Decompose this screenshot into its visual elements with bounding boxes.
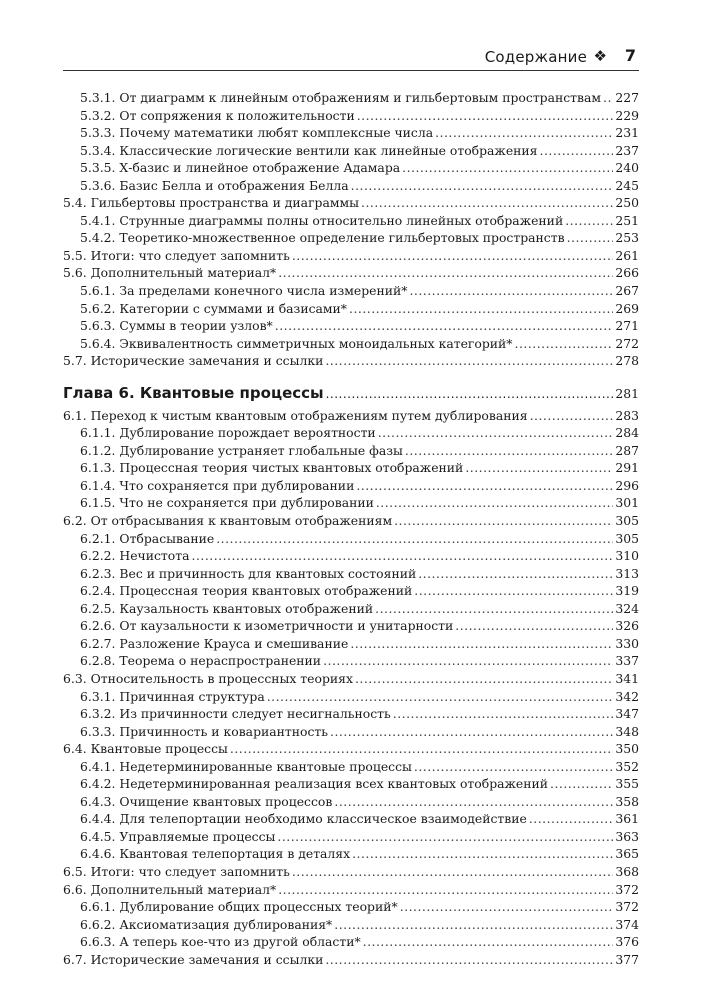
running-header xyxy=(63,44,639,71)
toc-entry-page: 377 xyxy=(615,951,639,967)
dot-leader xyxy=(352,846,613,861)
toc-entry[interactable] xyxy=(63,846,639,864)
dot-leader xyxy=(278,882,613,897)
toc-entry[interactable] xyxy=(63,934,639,952)
toc-entry-page: 245 xyxy=(615,177,639,193)
toc-entry-page: 310 xyxy=(615,548,639,564)
toc-entry[interactable] xyxy=(63,689,639,707)
dot-leader xyxy=(323,653,613,668)
toc-entry-page: 305 xyxy=(615,513,639,529)
toc-entry-title: 5.6.2. Категории с суммами и базисами* xyxy=(80,300,347,316)
toc-entry[interactable] xyxy=(63,741,639,759)
dot-leader xyxy=(376,495,613,510)
toc-entry-title: 6.5. Итоги: что следует запомнить xyxy=(63,863,290,879)
toc-entry-page: 326 xyxy=(615,618,639,634)
dot-leader xyxy=(267,689,614,704)
toc-entry-title: 6.2.1. Отбрасывание xyxy=(80,530,215,546)
toc-entry[interactable] xyxy=(63,583,639,601)
toc-entry[interactable] xyxy=(63,408,639,426)
toc-entry-title: 6.3.1. Причинная структура xyxy=(80,688,265,704)
toc-entry-title: 6.2.4. Процессная теория квантовых отображений xyxy=(80,583,413,599)
toc-entry[interactable] xyxy=(63,108,639,126)
toc-entry-title: 6.2.3. Вес и причинность для квантовых состояний xyxy=(80,565,417,581)
dot-leader xyxy=(356,478,613,493)
toc-entry-page: 271 xyxy=(615,318,639,334)
dot-leader xyxy=(325,353,613,368)
toc-entry[interactable] xyxy=(63,653,639,671)
dot-leader xyxy=(515,336,614,351)
dot-leader xyxy=(361,195,613,210)
dot-leader xyxy=(292,248,614,263)
toc-entry[interactable] xyxy=(63,265,639,283)
dot-leader xyxy=(378,425,614,440)
dot-leader xyxy=(326,387,614,401)
dot-leader xyxy=(334,794,613,809)
toc-entry[interactable] xyxy=(63,248,639,266)
toc-entry[interactable] xyxy=(63,548,639,566)
toc-entry[interactable] xyxy=(63,90,639,108)
toc-entry-title: 6.6.3. А теперь кое-что из другой области* xyxy=(80,934,361,950)
toc-entry[interactable] xyxy=(63,283,639,301)
dot-leader xyxy=(465,460,613,475)
dot-leader xyxy=(192,548,614,563)
dot-leader xyxy=(414,583,613,598)
dot-leader xyxy=(278,265,613,280)
toc-entry[interactable] xyxy=(63,513,639,531)
toc-entry-page: 291 xyxy=(615,460,639,476)
toc-entry[interactable] xyxy=(63,566,639,584)
dot-leader xyxy=(402,160,613,175)
toc-entry-page: 253 xyxy=(615,230,639,246)
toc-entry-title: 5.5. Итоги: что следует запомнить xyxy=(63,247,290,263)
ornament-icon: ❖ xyxy=(593,47,607,65)
toc-entry-title: 6.1.1. Дублирование порождает вероятности xyxy=(80,425,376,441)
toc-entry[interactable] xyxy=(63,811,639,829)
toc-entry[interactable] xyxy=(63,671,639,689)
toc-entry-title: 5.6.4. Эквивалентность симметричных моноидальных категорий* xyxy=(80,335,513,351)
toc-entry[interactable] xyxy=(63,125,639,143)
toc-entry-page: 342 xyxy=(615,688,639,704)
toc-entry[interactable] xyxy=(63,195,639,213)
toc-entry-page: 278 xyxy=(615,353,639,369)
toc-entry-title: 6.6. Дополнительный материал* xyxy=(63,881,277,897)
dot-leader xyxy=(277,829,613,844)
toc-entry[interactable] xyxy=(63,425,639,443)
toc-entry-title: 6.2.8. Теорема о нераспространении xyxy=(80,653,322,669)
toc-entry-title: 5.6.1. За пределами конечного числа измерений* xyxy=(80,283,408,299)
dot-leader xyxy=(455,618,613,633)
toc-entry-title: 5.3.1. От диаграмм к линейным отображениям и гильбертовым пространствам xyxy=(80,90,602,105)
dot-leader xyxy=(540,143,614,158)
toc-entry-page: 350 xyxy=(615,741,639,757)
toc-entry[interactable] xyxy=(63,160,639,178)
dot-leader xyxy=(550,776,613,791)
toc-entry-title: 6.2.2. Нечистота xyxy=(80,548,190,564)
toc-entry-page: 352 xyxy=(615,758,639,774)
dot-leader xyxy=(275,318,614,333)
toc-entry[interactable] xyxy=(63,618,639,636)
toc-entry-title: 6.2. От отбрасывания к квантовым отображениям xyxy=(63,513,393,529)
toc-entry-page: 287 xyxy=(615,442,639,458)
toc-entry[interactable] xyxy=(63,230,639,248)
toc-entry-title: 5.3.4. Классические логические вентили как линейные отображения xyxy=(80,142,538,158)
dot-leader xyxy=(530,408,614,423)
toc-entry-title: 5.4.2. Теоретико-множественное определение гильбертовых пространств xyxy=(80,230,565,246)
toc-entry[interactable] xyxy=(63,336,639,354)
toc-entry-title: 6.6.1. Дублирование общих процессных теорий* xyxy=(80,899,398,915)
dot-leader xyxy=(216,531,613,546)
dot-leader xyxy=(325,952,613,967)
toc-entry-title: 6.1. Переход к чистым квантовым отображениям путем дублирования xyxy=(63,407,528,423)
toc-entry-title: 5.4. Гильбертовы пространства и диаграммы xyxy=(63,195,360,211)
toc-entry-title: 6.4.1. Недетерминированные квантовые процессы xyxy=(80,758,412,774)
dot-leader xyxy=(292,864,614,879)
toc-entry-page: 227 xyxy=(615,90,639,105)
toc-entry[interactable] xyxy=(63,531,639,549)
toc-entry-page: 374 xyxy=(615,916,639,932)
toc-entry[interactable] xyxy=(63,724,639,742)
toc-entry[interactable] xyxy=(63,899,639,917)
toc-entry-title: 6.2.5. Каузальность квантовых отображений xyxy=(80,600,374,616)
dot-leader xyxy=(230,741,613,756)
dot-leader xyxy=(350,636,613,651)
running-header-title: Содержание xyxy=(484,48,587,66)
toc-section-list-before xyxy=(63,90,639,371)
toc-entry-page: 347 xyxy=(615,706,639,722)
toc-entry[interactable] xyxy=(63,443,639,461)
toc-entry-title: 5.3.6. Базис Белла и отображения Белла xyxy=(80,177,349,193)
toc-entry-page: 337 xyxy=(615,653,639,669)
dot-leader xyxy=(418,566,613,581)
dot-leader xyxy=(567,230,614,245)
toc-entry-page: 266 xyxy=(615,265,639,281)
toc-entry-title: 6.3.2. Из причинности следует несигнальность xyxy=(80,706,391,722)
toc-entry-title: 6.1.3. Процессная теория чистых квантовых отображений xyxy=(80,460,464,476)
dot-leader xyxy=(394,513,613,528)
toc-entry-title: 6.3. Относительность в процессных теориях xyxy=(63,670,353,686)
dot-leader xyxy=(409,283,613,298)
dot-leader xyxy=(334,917,613,932)
toc-entry-title: 6.7. Исторические замечания и ссылки xyxy=(63,951,324,967)
toc-entry[interactable] xyxy=(63,759,639,777)
toc-entry-page: 348 xyxy=(615,723,639,739)
toc-entry-title: 5.3.2. От сопряжения к положительности xyxy=(80,107,355,123)
dot-leader xyxy=(355,671,613,686)
toc-entry-page: 363 xyxy=(615,828,639,844)
toc-entry-title: 6.4.6. Квантовая телепортация в деталях xyxy=(80,846,351,862)
dot-leader xyxy=(400,899,614,914)
toc-entry[interactable] xyxy=(63,952,639,970)
table-of-contents xyxy=(63,90,639,969)
toc-entry-page: 237 xyxy=(615,142,639,158)
toc-entry[interactable] xyxy=(63,636,639,654)
toc-entry-page: 229 xyxy=(615,107,639,123)
toc-entry-title: 6.6.2. Аксиоматизация дублирования* xyxy=(80,916,333,932)
chapter-title: Глава 6. Квантовые процессы xyxy=(63,383,324,402)
toc-entry[interactable] xyxy=(63,794,639,812)
toc-entry[interactable] xyxy=(63,478,639,496)
toc-entry-title: 6.4.4. Для телепортации необходимо классическое взаимодействие xyxy=(80,811,527,827)
toc-entry-title: 6.1.5. Что не сохраняется при дублировании xyxy=(80,495,374,511)
toc-chapter-entry[interactable] xyxy=(63,384,639,404)
toc-entry-page: 251 xyxy=(615,212,639,228)
toc-entry-page: 368 xyxy=(615,863,639,879)
toc-entry-page: 330 xyxy=(615,635,639,651)
toc-entry-title: 6.1.2. Дублирование устраняет глобальные фазы xyxy=(80,442,403,458)
dot-leader xyxy=(565,213,613,228)
dot-leader xyxy=(375,601,613,616)
toc-section-list-after xyxy=(63,408,639,970)
toc-entry-title: 5.3.5. Х-базис и линейное отображение Адамара xyxy=(80,160,401,176)
toc-entry-page: 301 xyxy=(615,495,639,511)
toc-entry-page: 267 xyxy=(615,283,639,299)
toc-entry[interactable] xyxy=(63,318,639,336)
toc-entry-title: 6.3.3. Причинность и ковариантность xyxy=(80,723,329,739)
toc-entry[interactable] xyxy=(63,178,639,196)
toc-entry-page: 324 xyxy=(615,600,639,616)
dot-leader xyxy=(357,108,614,123)
dot-leader xyxy=(414,759,613,774)
toc-entry-page: 372 xyxy=(615,881,639,897)
toc-entry-title: 6.4.5. Управляемые процессы xyxy=(80,828,276,844)
toc-entry[interactable] xyxy=(63,776,639,794)
toc-entry[interactable] xyxy=(63,864,639,882)
toc-entry[interactable] xyxy=(63,882,639,900)
toc-entry-page: 269 xyxy=(615,300,639,316)
toc-entry-title: 5.4.1. Струнные диаграммы полны относительно линейных отображений xyxy=(80,212,564,228)
toc-entry-page: 313 xyxy=(615,565,639,581)
toc-entry-page: 372 xyxy=(615,899,639,915)
toc-entry[interactable] xyxy=(63,301,639,319)
toc-entry-page: 261 xyxy=(615,247,639,263)
toc-entry-title: 6.4.3. Очищение квантовых процессов xyxy=(80,793,333,809)
dot-leader xyxy=(363,934,614,949)
toc-entry-page: 284 xyxy=(615,425,639,441)
toc-entry-page: 231 xyxy=(615,125,639,141)
toc-entry-page: 240 xyxy=(615,160,639,176)
toc-entry-title: 5.7. Исторические замечания и ссылки xyxy=(63,353,324,369)
dot-leader xyxy=(603,90,613,105)
dot-leader xyxy=(405,443,613,458)
toc-entry-title: 6.2.7. Разложение Крауса и смешивание xyxy=(80,635,349,651)
dot-leader xyxy=(349,301,613,316)
toc-entry[interactable] xyxy=(63,706,639,724)
toc-entry-page: 296 xyxy=(615,477,639,493)
toc-entry-title: 6.1.4. Что сохраняется при дублировании xyxy=(80,477,355,493)
page-number: 7 xyxy=(624,46,636,65)
toc-entry[interactable] xyxy=(63,143,639,161)
dot-leader xyxy=(351,178,614,193)
toc-entry-page: 319 xyxy=(615,583,639,599)
dot-leader xyxy=(529,811,614,826)
toc-entry-page: 305 xyxy=(615,530,639,546)
toc-entry-page: 283 xyxy=(615,407,639,423)
dot-leader xyxy=(393,706,614,721)
toc-entry[interactable] xyxy=(63,353,639,371)
toc-entry[interactable] xyxy=(63,460,639,478)
toc-entry-page: 341 xyxy=(615,670,639,686)
toc-entry-page: 355 xyxy=(615,776,639,792)
chapter-page: 281 xyxy=(615,385,639,401)
dot-leader xyxy=(330,724,613,739)
toc-entry-page: 250 xyxy=(615,195,639,211)
toc-entry[interactable] xyxy=(63,213,639,231)
toc-entry-title: 6.2.6. От каузальности к изометричности и унитарности xyxy=(80,618,454,634)
toc-entry[interactable] xyxy=(63,829,639,847)
toc-entry-page: 358 xyxy=(615,793,639,809)
toc-entry-title: 5.3.3. Почему математики любят комплексные числа xyxy=(80,125,434,141)
toc-entry[interactable] xyxy=(63,601,639,619)
toc-entry-title: 6.4.2. Недетерминированная реализация всех квантовых отображений xyxy=(80,776,549,792)
toc-entry-page: 365 xyxy=(615,846,639,862)
toc-entry-title: 5.6.3. Суммы в теории узлов* xyxy=(80,318,273,334)
toc-entry-page: 361 xyxy=(615,811,639,827)
toc-entry-page: 272 xyxy=(615,335,639,351)
toc-entry-title: 6.4. Квантовые процессы xyxy=(63,741,228,757)
toc-entry[interactable] xyxy=(63,495,639,513)
toc-entry[interactable] xyxy=(63,917,639,935)
toc-entry-title: 5.6. Дополнительный материал* xyxy=(63,265,277,281)
toc-entry-page: 376 xyxy=(615,934,639,950)
dot-leader xyxy=(435,125,613,140)
